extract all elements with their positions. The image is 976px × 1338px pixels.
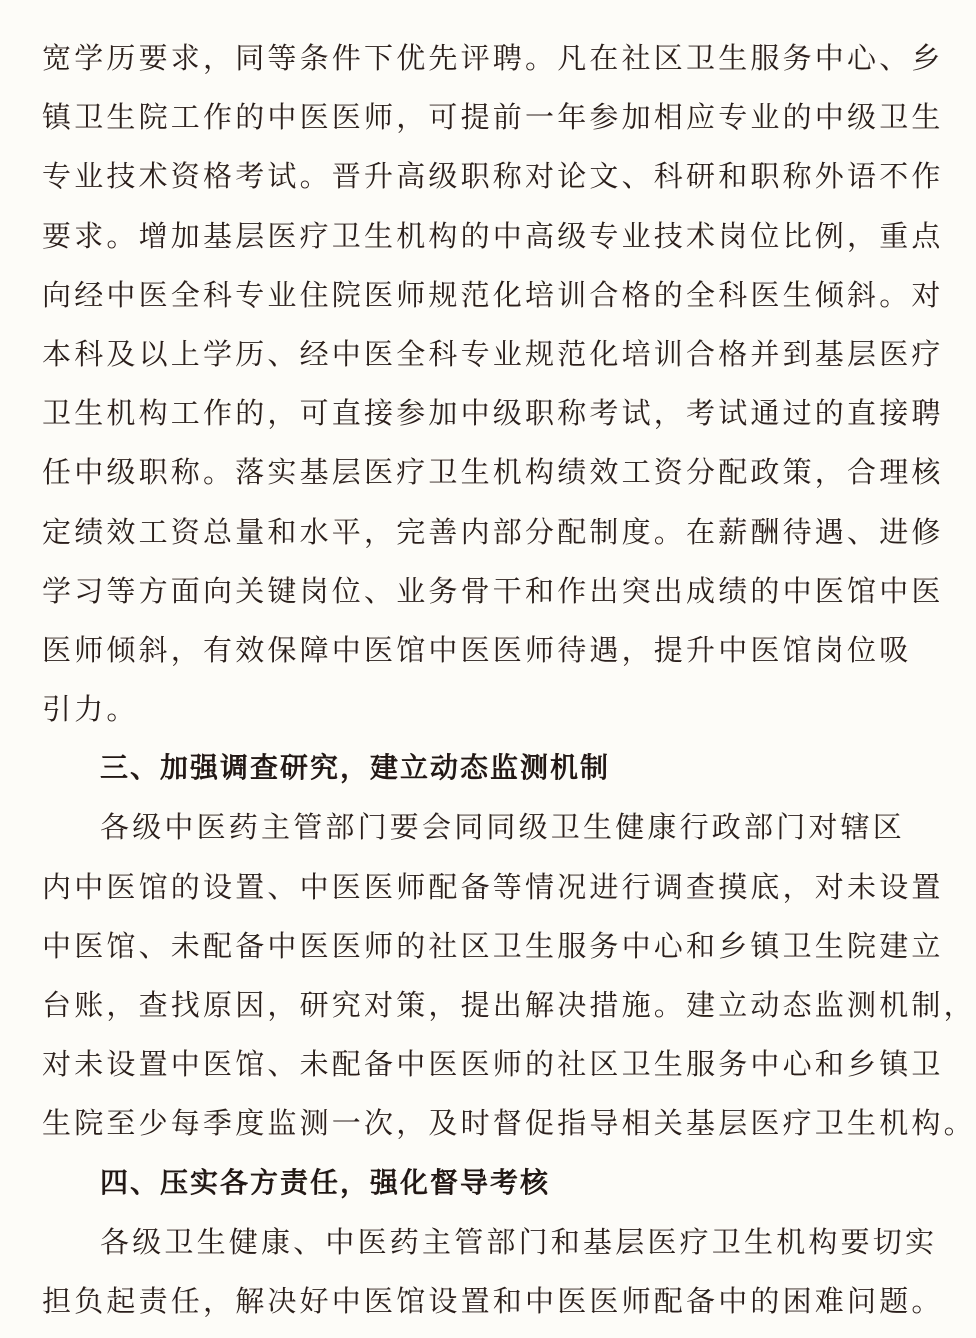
text-line: 对未设置中医馆、未配备中医医师的社区卫生服务中心和乡镇卫 bbox=[42, 1047, 944, 1082]
section-heading-3: 三、加强调查研究，建立动态监测机制 bbox=[100, 751, 611, 785]
text-line: 宽学历要求，同等条件下优先评聘。凡在社区卫生服务中心、乡 bbox=[42, 41, 944, 75]
paragraph-first-line: 各级中医药主管部门要会同同级卫生健康行政部门对辖区 bbox=[100, 810, 906, 845]
text-line: 镇卫生院工作的中医医师，可提前一年参加相应专业的中级卫生 bbox=[42, 100, 944, 135]
text-line: 任中级职称。落实基层医疗卫生机构绩效工资分配政策，合理核 bbox=[42, 455, 944, 490]
text-line: 定绩效工资总量和水平，完善内部分配制度。在薪酬待遇、进修 bbox=[42, 514, 944, 549]
text-line: 专业技术资格考试。晋升高级职称对论文、科研和职称外语不作 bbox=[42, 159, 944, 194]
text-line: 担负起责任，解决好中医馆设置和中医医师配备中的困难问题。 bbox=[42, 1283, 944, 1318]
paragraph-first-line: 各级卫生健康、中医药主管部门和基层医疗卫生机构要切实 bbox=[100, 1224, 938, 1259]
text-line: 向经中医全科专业住院医师规范化培训合格的全科医生倾斜。对 bbox=[42, 277, 944, 312]
text-line: 医师倾斜，有效保障中医馆中医医师待遇，提升中医馆岗位吸 bbox=[42, 632, 912, 667]
text-line: 学习等方面向关键岗位、业务骨干和作出突出成绩的中医馆中医 bbox=[42, 573, 944, 608]
text-line: 卫生机构工作的，可直接参加中级职称考试，考试通过的直接聘 bbox=[42, 396, 944, 431]
text-line: 引力。 bbox=[42, 692, 139, 727]
text-line: 本科及以上学历、经中医全科专业规范化培训合格并到基层医疗 bbox=[42, 336, 944, 371]
text-line: 台账，查找原因，研究对策，提出解决措施。建立动态监测机制， bbox=[42, 988, 976, 1022]
section-heading-4: 四、压实各方责任，强化督导考核 bbox=[100, 1165, 551, 1199]
text-line: 要求。增加基层医疗卫生机构的中高级专业技术岗位比例，重点 bbox=[42, 218, 944, 253]
text-line: 生院至少每季度监测一次，及时督促指导相关基层医疗卫生机构。 bbox=[42, 1106, 976, 1141]
text-line: 中医馆、未配备中医医师的社区卫生服务中心和乡镇卫生院建立 bbox=[42, 928, 944, 963]
text-line: 内中医馆的设置、中医医师配备等情况进行调查摸底，对未设置 bbox=[42, 869, 944, 904]
